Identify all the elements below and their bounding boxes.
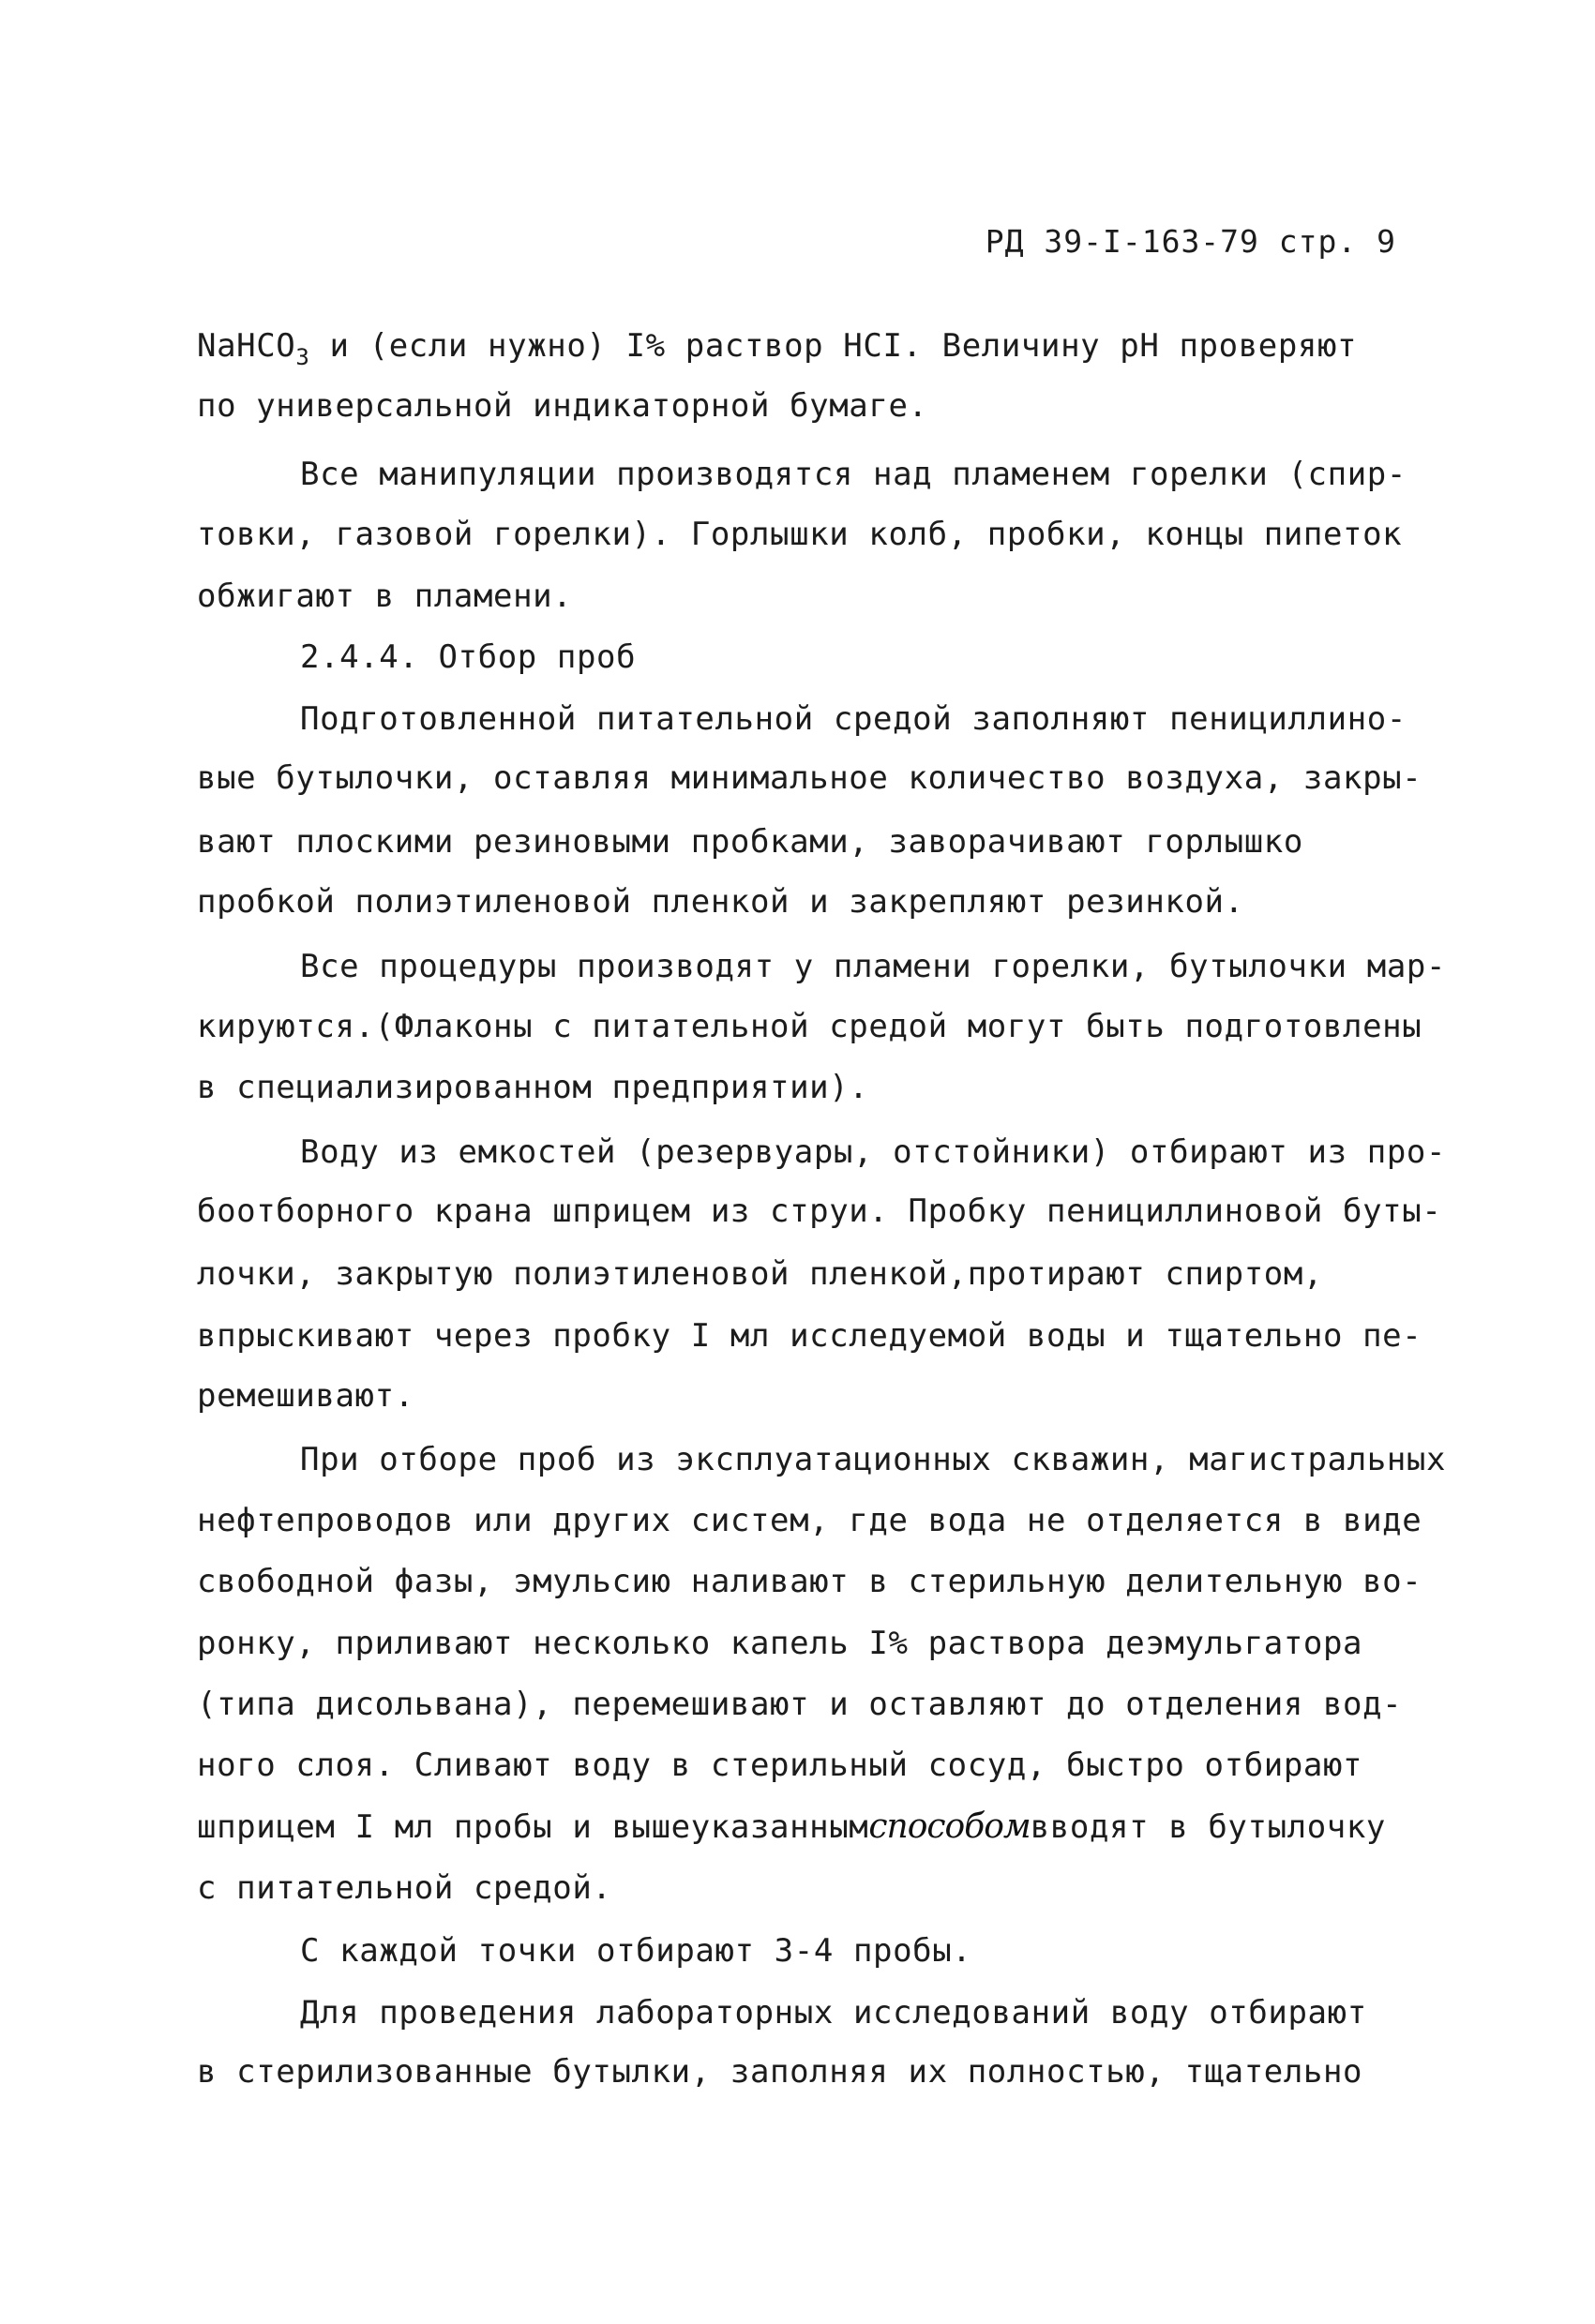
text-line: вают плоскими резиновыми пробками, заворачивают горлышко: [197, 823, 1303, 861]
formula-main: NaHCO: [197, 327, 296, 365]
text-line-with-handwriting: [197, 1807, 1386, 1846]
text-line: в стерилизованные бутылки, заполняя их полностью, тщательно: [197, 2053, 1363, 2091]
line-text: вводят в бутылочку: [1030, 1808, 1386, 1846]
page-header: РД 39-I-163-79 стр. 9: [985, 223, 1396, 260]
text-line: кируются.(Флаконы с питательной средой могут быть подготовлены: [197, 1008, 1422, 1045]
section-heading: 2.4.4. Отбор проб: [300, 638, 637, 676]
text-line: с питательной средой.: [197, 1869, 612, 1907]
text-line: боотборного крана шприцем из струи. Пробку пенициллиновой буты-: [197, 1192, 1442, 1230]
text-line: в специализированном предприятии).: [197, 1069, 869, 1106]
handwritten-insert: способом: [868, 1807, 1031, 1846]
paragraph-start: При отборе проб из эксплуатационных скважин, магистральных: [300, 1441, 1447, 1478]
paragraph-start: Подготовленной питательной средой заполняют пенициллино-: [300, 700, 1407, 738]
paragraph-start: Все процедуры производят у пламени горелки, бутылочки мар-: [300, 948, 1447, 985]
text-line: ного слоя. Сливают воду в стерильный сосуд, быстро отбирают: [197, 1747, 1363, 1784]
paragraph-start: Воду из емкостей (резервуары, отстойники) отбирают из про-: [300, 1133, 1447, 1171]
line-text: шприцем I мл пробы и вышеуказанным: [197, 1808, 869, 1846]
text-line: обжигают в пламени.: [197, 577, 573, 615]
text-line: пробкой полиэтиленовой пленкой и закрепляют резинкой.: [197, 883, 1244, 921]
text-line-2: по универсальной индикаторной бумаге.: [197, 387, 928, 425]
text-line: нефтепроводов или других систем, где вода не отделяется в виде: [197, 1502, 1422, 1539]
paragraph-start: С каждой точки отбирают 3-4 пробы.: [300, 1932, 972, 1970]
text-line: впрыскивают через пробку I мл исследуемой воды и тщательно пе-: [197, 1317, 1422, 1355]
text-line: товки, газовой горелки). Горлышки колб, пробки, концы пипеток: [197, 516, 1403, 553]
chemical-formula: [197, 327, 310, 370]
text-line: ремешивают.: [197, 1377, 414, 1415]
text-line: лочки, закрытую полиэтиленовой пленкой,протирают спиртом,: [197, 1255, 1323, 1293]
paragraph-start: Все манипуляции производятся над пламенем горелки (спир-: [300, 456, 1407, 493]
text-line: ронку, приливают несколько капель I% раствора деэмульгатора: [197, 1625, 1363, 1662]
formula-subscript: 3: [295, 344, 310, 370]
line-text: и (если нужно) I% раствор HCI. Величину pH проверяют: [309, 327, 1358, 365]
text-line-1: [197, 327, 1358, 370]
text-line: (типа дисольвана), перемешивают и оставляют до отделения вод-: [197, 1686, 1403, 1723]
paragraph-start: Для проведения лабораторных исследований воду отбирают: [300, 1994, 1367, 2032]
text-line: вые бутылочки, оставляя минимальное количество воздуха, закры-: [197, 759, 1422, 797]
text-line: свободной фазы, эмульсию наливают в стерильную делительную во-: [197, 1563, 1422, 1600]
